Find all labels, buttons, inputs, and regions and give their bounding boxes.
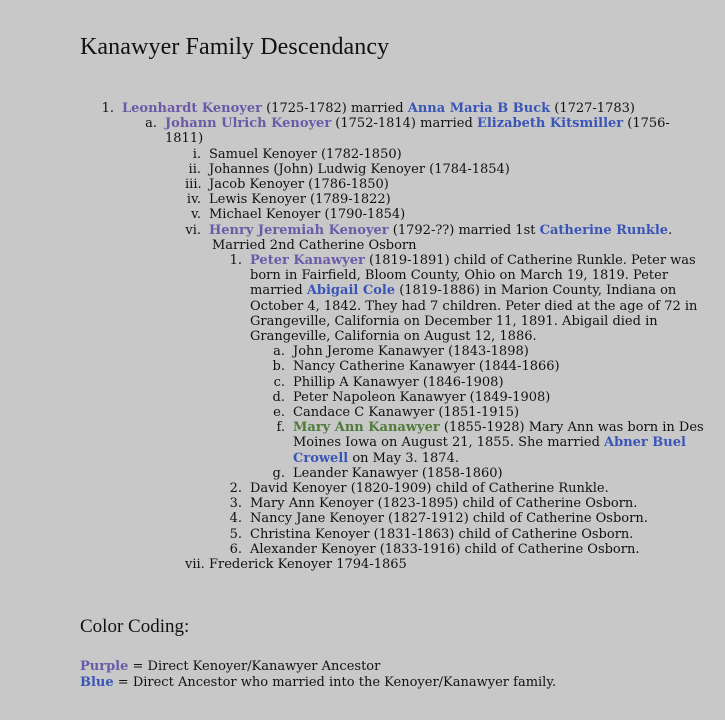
list-marker: a. [273,344,285,360]
list-item [185,147,725,162]
list-item [228,542,713,557]
list-item [271,405,711,420]
list-marker: 5. [229,526,242,542]
list-item-text [114,101,700,116]
list-marker: 1. [101,101,114,116]
legend-color-word: Purple [80,659,129,675]
spouse-name: Abner Buel Crowell [293,435,686,466]
list-marker: 4. [229,511,242,527]
list-item-text [157,116,705,146]
spouse-name: Elizabeth Kitsmiller [476,116,624,132]
list-item [185,557,725,572]
ancestor-name: Leonhardt Kenoyer [122,101,262,116]
list-marker: 3. [229,496,242,512]
ancestor-name: Mary Ann Kanawyer [293,420,440,436]
list-marker: b. [272,359,285,375]
list-item [271,390,711,405]
spouse-years: (1727-1783) [550,101,635,116]
list-item-text: Leander Kanawyer (1858-1860) [293,465,503,481]
list-item [185,177,725,192]
legend-description: = Direct Kenoyer/Kanawyer Ancestor [128,659,381,675]
list-marker: e. [273,405,285,421]
list-item-text: Johannes (John) Ludwig Kenoyer (1784-1854) [209,161,510,177]
list-marker: ii. [188,161,201,177]
legend-color-word: Blue [80,674,114,690]
legend-description: = Direct Ancestor who married into the Kenoyer/Kanawyer family. [113,674,557,690]
list-item [228,527,713,542]
list-item-text: Phillip A Kanawyer (1846-1908) [293,374,504,390]
list-item-text: Michael Kenoyer (1790-1854) [209,207,406,223]
list-item-text: Candace C Kanawyer (1851-1915) [293,405,520,421]
bio-text: (1819-1891) child of Catherine Runkle. Peter was born in Fairfield, Bloom County, Ohio on March 19, 1819. Peter married [250,253,696,299]
list-marker: iii. [185,177,202,193]
spouse-years: (1756-1811) [165,116,670,147]
color-legend [80,659,725,690]
legend-heading: Color Coding: [80,616,190,638]
list-item-text: Jacob Kenoyer (1786-1850) [209,177,389,193]
tree-item-henry [185,223,725,253]
years-text: (1752-1814) married [331,116,477,132]
list-item-text: Lewis Kenoyer (1789-1822) [209,192,391,208]
list-item [228,511,713,526]
list-item [271,466,711,481]
ancestor-name: Henry Jeremiah Kenoyer [209,222,389,238]
list-item-text [285,420,711,466]
years-text: (1792-??) married 1st [388,222,540,238]
second-marriage-text: Married 2nd Catherine Osborn [212,237,417,253]
bio-text: on May 3. 1874. [348,450,459,466]
spouse-name: Abigail Cole [306,283,396,299]
list-item [185,207,725,222]
list-item-text [201,223,725,253]
list-item-text: Alexander Kenoyer (1833-1916) child of Catherine Osborn. [250,541,640,557]
list-marker: vi. [185,222,201,238]
punctuation: . [668,222,673,238]
spouse-name: Anna Maria B Buck [407,101,551,116]
list-item [185,162,725,177]
list-item [271,375,711,390]
bio-text: (1819-1886) in Marion County, Indiana on October 4, 1842. They had 7 children. Peter died at the age of 72 in Grangeville, California on December 11, 1891. Abigail died in Grangeville, California on August 12, 1886. [250,283,698,345]
list-item-text: David Kenoyer (1820-1909) child of Catherine Runkle. [250,481,609,497]
list-marker: 2. [229,481,242,497]
tree-item-johann [143,116,705,146]
list-item-text: Samuel Kenoyer (1782-1850) [209,146,402,162]
list-item-text: Christina Kenoyer (1831-1863) child of Catherine Osborn. [250,526,634,542]
list-marker: d. [272,389,285,405]
list-marker: c. [273,374,285,390]
tree-item-mary-ann [271,420,711,466]
list-marker: vii. [185,557,205,573]
list-item [228,496,713,511]
ancestor-name: Peter Kanawyer [250,253,365,269]
list-marker: 6. [229,541,242,557]
ancestor-name: Johann Ulrich Kenoyer [165,116,332,132]
list-item-text [242,253,713,344]
legend-item-purple [80,659,725,675]
list-marker: f. [276,420,285,436]
list-item-text: Frederick Kenoyer 1794-1865 [209,557,407,573]
list-item [185,192,725,207]
list-item-text: Peter Napoleon Kanawyer (1849-1908) [293,389,551,405]
descendancy-tree [80,101,725,572]
tree-item-peter [228,253,713,344]
list-item-text: Nancy Jane Kenoyer (1827-1912) child of Catherine Osborn. [250,511,648,527]
list-item-text: Mary Ann Kenoyer (1823-1895) child of Catherine Osborn. [250,496,638,512]
list-item-text: Nancy Catherine Kanawyer (1844-1866) [293,359,560,375]
years-text: (1725-1782) married [261,101,408,116]
list-item [228,481,713,496]
list-marker: g. [272,465,285,481]
tree-item-leonhardt [100,101,700,116]
spouse-name: Catherine Runkle [539,222,669,238]
list-item [271,344,711,359]
list-item [271,359,711,374]
bio-text: (1855-1928) Mary Ann was born in Des Moines Iowa on August 21, 1855. She married [293,420,704,451]
list-marker: i. [192,146,201,162]
legend-item-blue [80,675,725,691]
list-marker: a. [145,116,157,132]
page-title: Kanawyer Family Descendancy [80,34,390,60]
list-marker: v. [191,207,201,223]
list-marker: 1. [229,253,242,269]
list-marker: iv. [186,192,201,208]
list-item-text: John Jerome Kanawyer (1843-1898) [293,344,529,360]
